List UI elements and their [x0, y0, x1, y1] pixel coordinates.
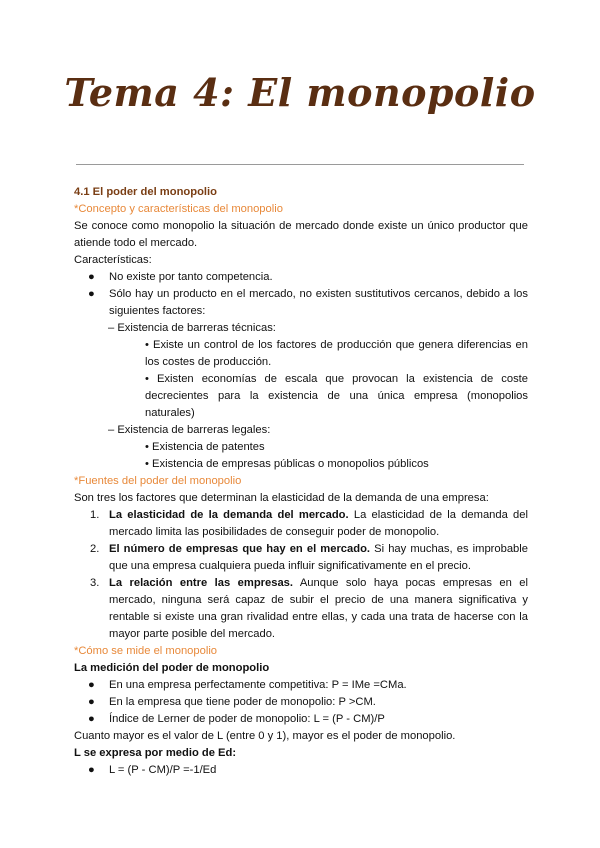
sub-item: • Existencia de patentes [145, 441, 265, 453]
document-body [74, 184, 528, 779]
list-item: ● En la empresa que tiene poder de monopolio: P >CM. [74, 694, 528, 711]
measure-heading: *Cómo se mide el monopolio [74, 645, 218, 657]
bullet-icon: ● [88, 696, 95, 708]
sources-heading: *Fuentes del poder del monopolio [74, 475, 242, 487]
list-item: ● Índice de Lerner de poder de monopolio: L = (P - CM)/P [74, 711, 528, 728]
measure-note: Cuanto mayor es el valor de L (entre 0 y 1), mayor es el poder de monopolio. [74, 730, 456, 742]
list-item: ● No existe por tanto competencia. [74, 269, 528, 286]
concept-intro: Se conoce como monopolio la situación de mercado donde existe un único productor que atiende todo el mercado. [74, 220, 528, 249]
bullet-icon: ● [88, 713, 95, 725]
title-divider [76, 164, 524, 165]
bullet-icon: ● [88, 271, 95, 283]
numbered-item: 2. El número de empresas que hay en el mercado. Si hay muchas, es improbable que una empresa cualquiera pueda influir significativamente en el precio. [90, 543, 528, 572]
page-title: Tema 4: El monopolio [64, 70, 536, 115]
sub-item: • Existe un control de los factores de producción que genera diferencias en los costes de producción. [145, 339, 528, 368]
bullet-icon: ● [88, 288, 95, 300]
bullet-icon: ● [88, 679, 95, 691]
measure-subheading: La medición del poder de monopolio [74, 662, 270, 674]
ed-label: L se expresa por medio de Ed: [74, 747, 237, 759]
dash-item: – Existencia de barreras técnicas: [108, 322, 276, 334]
list-item: ● En una empresa perfectamente competitiva: P = IMe =CMa. [74, 677, 528, 694]
numbered-item: 1. La elasticidad de la demanda del mercado. La elasticidad de la demanda del mercado limita las posibilidades de conseguir poder de monopolio. [90, 509, 528, 538]
list-item: ● Sólo hay un producto en el mercado, no existen sustitutivos cercanos, debido a los siguientes factores: [88, 288, 528, 317]
concept-heading: *Concepto y características del monopolio [74, 203, 283, 215]
section-heading: 4.1 El poder del monopolio [74, 186, 217, 198]
sources-intro: Son tres los factores que determinan la elasticidad de la demanda de una empresa: [74, 492, 489, 504]
bullet-icon: ● [88, 764, 95, 776]
sub-item: • Existen economías de escala que provocan la existencia de coste decrecientes para la existencia de una única empresa (monopolios naturales) [145, 373, 528, 419]
characteristics-label: Características: [74, 254, 152, 266]
numbered-item: 3. La relación entre las empresas. Aunque solo haya pocas empresas en el mercado, ninguna será capaz de subir el precio de una manera significativa y rentable si existe una gran rivalidad entre ellas, y cada una trata de hacerse con la mayor parte posible del mercado. [90, 577, 529, 640]
sub-item: • Existencia de empresas públicas o monopolios públicos [145, 458, 429, 470]
list-item: ● L = (P - CM)/P =-1/Ed [74, 762, 528, 779]
dash-item: – Existencia de barreras legales: [108, 424, 271, 436]
